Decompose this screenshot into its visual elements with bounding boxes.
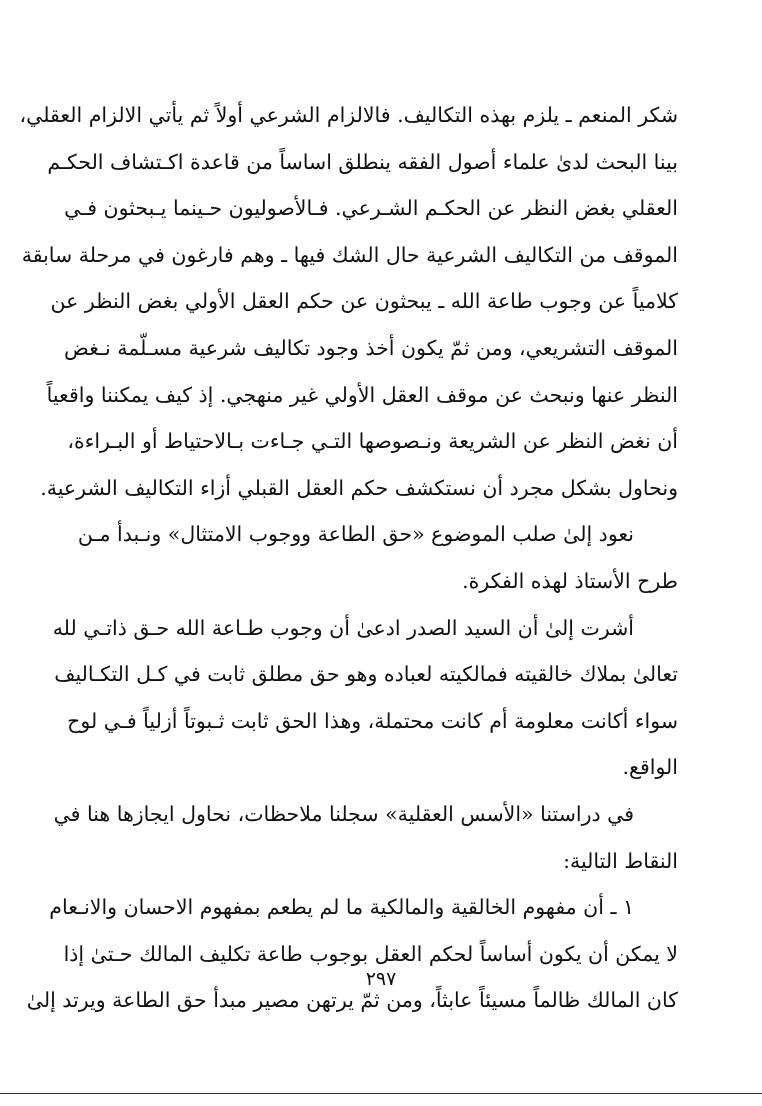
text-line: الموقف التشريعي، ومن ثمّ يكون أخذ وجود تكاليف شرعية مسـلّمة نـغض [64,335,678,360]
text-line: نعود إلىٰ صلب الموضوع «حق الطاعة ووجوب الامتثال» ونـبدأ مـن [77,522,634,547]
text-line: شكر المنعم ـ يلزم بهذه التكاليف. فالالزام الشرعي أولاً ثم يأتي الالزام العقلي، [19,103,678,127]
text-line: العقلي بغض النظر عن الحكـم الشـرعي. فـالأصوليون حـينما يـبحثون فـي [64,196,678,221]
text-line: طرح الأستاذ لهذه الفكرة. [462,568,678,593]
text-line: سواء أكانت معلومة أم كانت محتملة، وهذا الحق ثابت ثـبوتاً أزلياً فـي لوح [67,708,678,733]
text-line: ونحاول بشكل مجرد أن نستكشف حكم العقل القبلي أزاء التكاليف الشرعية. [40,475,678,500]
text-line: النقاط التالية: [563,848,678,873]
text-line: بينا البحث لدىٰ علماء أصول الفقه ينطلق اساساً من قاعدة اكـتشاف الحكـم [47,149,678,174]
body-text [19,92,678,1024]
text-line: في دراستنا «الأسس العقلية» سجلنا ملاحظات، نحاول ايجازها هنا في [53,801,634,826]
text-line: كان المالك ظالماً مسيئاً عابثاً، ومن ثمّ يرتهن مصير مبدأ حق الطاعة ويرتد إلىٰ [26,988,678,1013]
text-line: أشرت إلىٰ أن السيد الصدر ادعىٰ أن وجوب طـاعة الله حـق ذاتـي لله [52,615,634,640]
footer-rule [0,1093,762,1094]
text-line: كلامياً عن وجوب طاعة الله ـ يبحثون عن حكم العقل الأولي بغض النظر عن [50,289,678,314]
text-line: أن نغض النظر عن الشريعة ونـصوصها التـي جـاءت بـالاحتياط أو البـراءة، [67,429,678,454]
text-line: تعالىٰ بملاك خالقيته فمالكيته لعباده وهو حق مطلق ثابت في كـل التكـاليف [54,662,678,687]
text-line: الموقف من التكاليف الشرعية حال الشك فيها ـ وهم فارغون في مرحلة سابقة [21,242,678,267]
text-line: الواقع. [622,755,678,780]
text-line: ١ ـ أن مفهوم الخالقية والمالكية ما لم يطعم بمفهوم الاحسان والانـعام [49,895,634,920]
text-line: لا يمكن أن يكون أساساً لحكم العقل بوجوب طاعة تكليف المالك حـتىٰ إذا [63,941,678,966]
text-line: النظر عنها ونبحث عن موقف العقل الأولي غير منهجي. إذ كيف يمكننا واقعياً [46,382,678,407]
page-number: ٢٩٧ [365,968,397,990]
